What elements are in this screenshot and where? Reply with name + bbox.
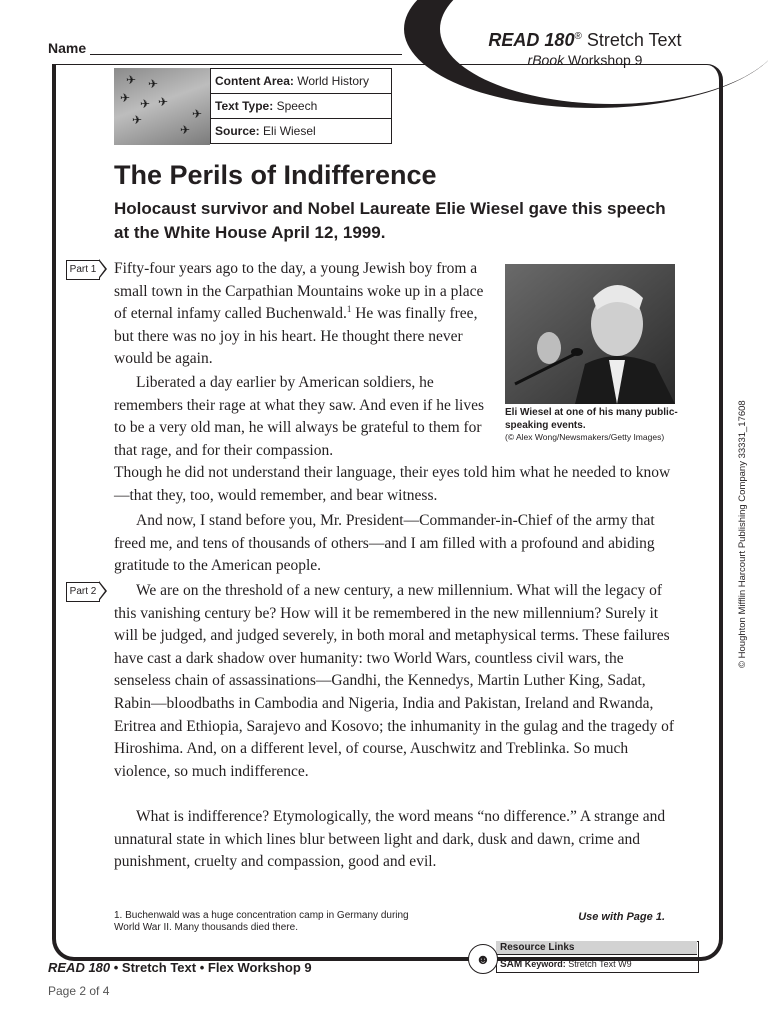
info-row-source: Source: Eli Wiesel bbox=[211, 119, 392, 144]
paragraph-2: Liberated a day earlier by American soldiers, he remembers their rage at what they saw. And even if he lives to be a very old man, he will always be grateful to them for that rage, and for their compassion. bbox=[114, 374, 485, 459]
name-line[interactable] bbox=[90, 54, 402, 55]
paragraph-3: And now, I stand before you, Mr. President—Commander-in-Chief of the army that freed me, and tens of thousands of others—and I am filled with a profound and abiding gratitude to the American people. bbox=[114, 512, 655, 575]
part-1-label: Part 1 bbox=[66, 260, 100, 280]
part-1-marker bbox=[66, 260, 100, 280]
brand-name: READ 180 bbox=[488, 30, 575, 50]
photo-credit: (© Alex Wong/Newsmakers/Getty Images) bbox=[505, 432, 665, 442]
brand-stretch: Stretch Text bbox=[581, 30, 682, 50]
page-subtitle: Holocaust survivor and Nobel Laureate Elie Wiesel gave this speech at the White House April 12, 1999. bbox=[114, 199, 666, 242]
resource-links-heading: Resource Links bbox=[496, 941, 697, 955]
copyright-notice: © Houghton Mifflin Harcourt Publishing Company 33331_17608 bbox=[737, 400, 748, 668]
brand-heading bbox=[470, 30, 700, 51]
page-number: Page 2 of 4 bbox=[48, 984, 110, 998]
part-2-marker bbox=[66, 582, 100, 602]
workshop-rbook: rBook bbox=[527, 52, 565, 68]
footer-title: READ 180 • Stretch Text • Flex Workshop 9 bbox=[48, 960, 312, 975]
paragraph-1: Fifty-four years ago to the day, a young Jewish boy from a small town in the Carpathian Mountains woke up in a place of eternal infamy called Buchenwald.$^1$ He was finally free, but there was no joy in his heart. He thought there never would be again. bbox=[114, 260, 484, 368]
name-label: Name bbox=[48, 40, 87, 56]
sam-keyword[interactable]: SAM Keyword: Stretch Text W9 bbox=[500, 959, 632, 970]
sam-mascot-icon: ☻ bbox=[468, 944, 498, 974]
brand-reg: ® bbox=[574, 31, 582, 42]
use-with-note: Use with Page 1. bbox=[578, 911, 665, 923]
sam-label: SAM bbox=[500, 959, 523, 970]
info-row-text-type: Text Type: Speech bbox=[211, 94, 392, 119]
footnote bbox=[114, 910, 414, 934]
wiesel-photo bbox=[505, 264, 675, 404]
photo-caption: Eli Wiesel at one of his many public-speaking events. bbox=[505, 407, 678, 431]
paragraph-2-continued: Though he did not understand their language, their eyes told him what he needed to know—that they, too, would remember, and bear witness. bbox=[114, 464, 671, 504]
footnote-ref[interactable]: 1 bbox=[346, 304, 352, 315]
footnote-text: Buchenwald was a huge concentration camp in Germany during World War II. Many thousands died there. bbox=[114, 910, 409, 933]
info-table bbox=[210, 68, 392, 144]
page-title: The Perils of Indifference bbox=[114, 160, 437, 190]
fighter-planes-image: ✈ ✈ ✈ ✈ ✈ ✈ ✈ ✈ bbox=[114, 68, 210, 145]
part-2-label: Part 2 bbox=[66, 582, 100, 602]
workshop-number: Workshop 9 bbox=[564, 52, 643, 68]
info-row-content-area: Content Area: World History bbox=[211, 69, 392, 94]
footnote-number: 1. bbox=[114, 910, 123, 921]
paragraph-4: We are on the threshold of a new century, a new millennium. What will the legacy of this vanishing century be? How will it be remembered in the new millennium? Surely it will be judged, and judged severely, in both moral and metaphysical terms. These failures have cast a dark shadow over humanity: two World Wars, countless civil wars, the senseless chain of assassinations—Gandhi, the Kennedys, Martin Luther King, Sadat, Rabin—bloodbaths in Cambodia and Nigeria, India and Pakistan, Ireland and Rwanda, Eritrea and Ethiopia, Sarajevo and Kosovo; the inhumanity in the gulag and the tragedy of Hiroshima. And, on a different level, of course, Auschwitz and Treblinka. So much violence, so much indifference. bbox=[114, 582, 674, 780]
paragraph-5: What is indifference? Etymologically, the word means “no difference.” A strange and unnatural state in which lines blur between light and dark, dusk and dawn, crime and punishment, cruelty and compassion, good and evil. bbox=[114, 808, 666, 871]
